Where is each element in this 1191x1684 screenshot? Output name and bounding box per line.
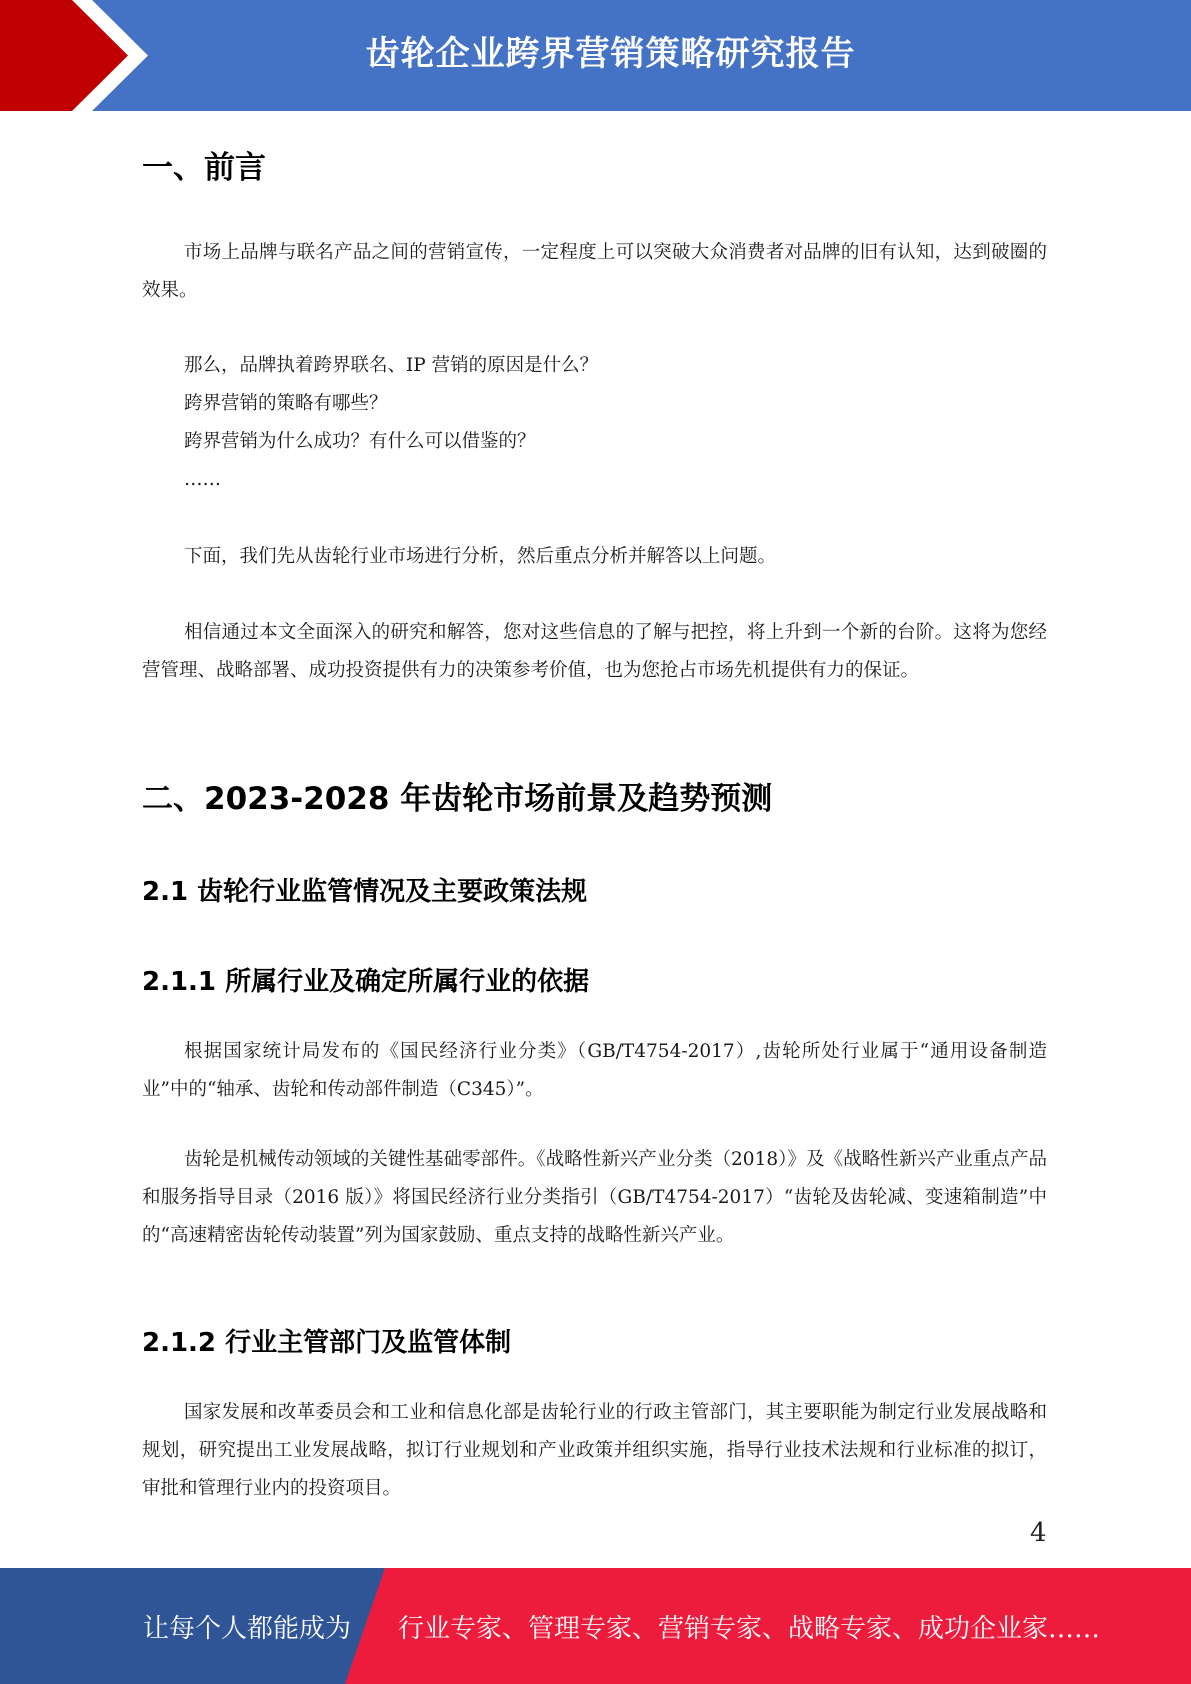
section-heading-preface: 一、前言 [142, 150, 266, 186]
ellipsis-line: …… [184, 469, 221, 490]
report-title: 齿轮企业跨界营销策略研究报告 [365, 34, 856, 74]
footer-banner [0, 1568, 1191, 1684]
paragraph: 齿轮是机械传动领域的关键性基础零部件。《战略性新兴产业分类（2018）》及《战略性新兴产业重点产品和服务指导目录（2016 版）》将国民经济行业分类指引（GB/T4754-2017）“齿轮及齿轮减、变速箱制造”中的“高速精密齿轮传动装置”列为国家鼓励、重点支持的战略性新兴产业。 [142, 1149, 1047, 1246]
paragraph: 相信通过本文全面深入的研究和解答，您对这些信息的了解与把控，将上升到一个新的台阶。这将为您经营管理、战略部署、成功投资提供有力的决策参考价值，也为您抢占市场先机提供有力的保证。 [142, 622, 1047, 681]
paragraph: 市场上品牌与联名产品之间的营销宣传，一定程度上可以突破大众消费者对品牌的旧有认知，达到破圈的效果。 [142, 242, 1047, 301]
question-line: 跨界营销为什么成功？有什么可以借鉴的？ [184, 431, 536, 452]
question-line: 那么，品牌执着跨界联名、IP 营销的原因是什么？ [184, 355, 599, 376]
paragraph: 根据国家统计局发布的《国民经济行业分类》（GB/T4754-2017）,齿轮所处行业属于“通用设备制造业”中的“轴承、齿轮和传动部件制造（C345）”。 [142, 1041, 1047, 1100]
header-banner [0, 0, 1191, 111]
paragraph: 国家发展和改革委员会和工业和信息化部是齿轮行业的行政主管部门，其主要职能为制定行业发展战略和规划，研究提出工业发展战略，拟订行业规划和产业政策并组织实施，指导行业技术法规和行业标准的拟订，审批和管理行业内的投资项目。 [142, 1402, 1047, 1499]
page-number: 4 [1030, 1518, 1047, 1548]
footer-slogan-left: 让每个人都能成为 [143, 1614, 352, 1644]
paragraph: 下面，我们先从齿轮行业市场进行分析，然后重点分析并解答以上问题。 [184, 546, 777, 567]
section-heading-forecast: 二、2023-2028 年齿轮市场前景及趋势预测 [142, 781, 773, 817]
footer-slogan-right: 行业专家、管理专家、营销专家、战略专家、成功企业家…… [398, 1614, 1101, 1644]
question-line: 跨界营销的策略有哪些？ [184, 393, 388, 414]
subsection-heading: 2.1.1 所属行业及确定所属行业的依据 [142, 967, 590, 997]
subsection-heading: 2.1 齿轮行业监管情况及主要政策法规 [142, 877, 588, 907]
subsection-heading: 2.1.2 行业主管部门及监管体制 [142, 1328, 512, 1358]
